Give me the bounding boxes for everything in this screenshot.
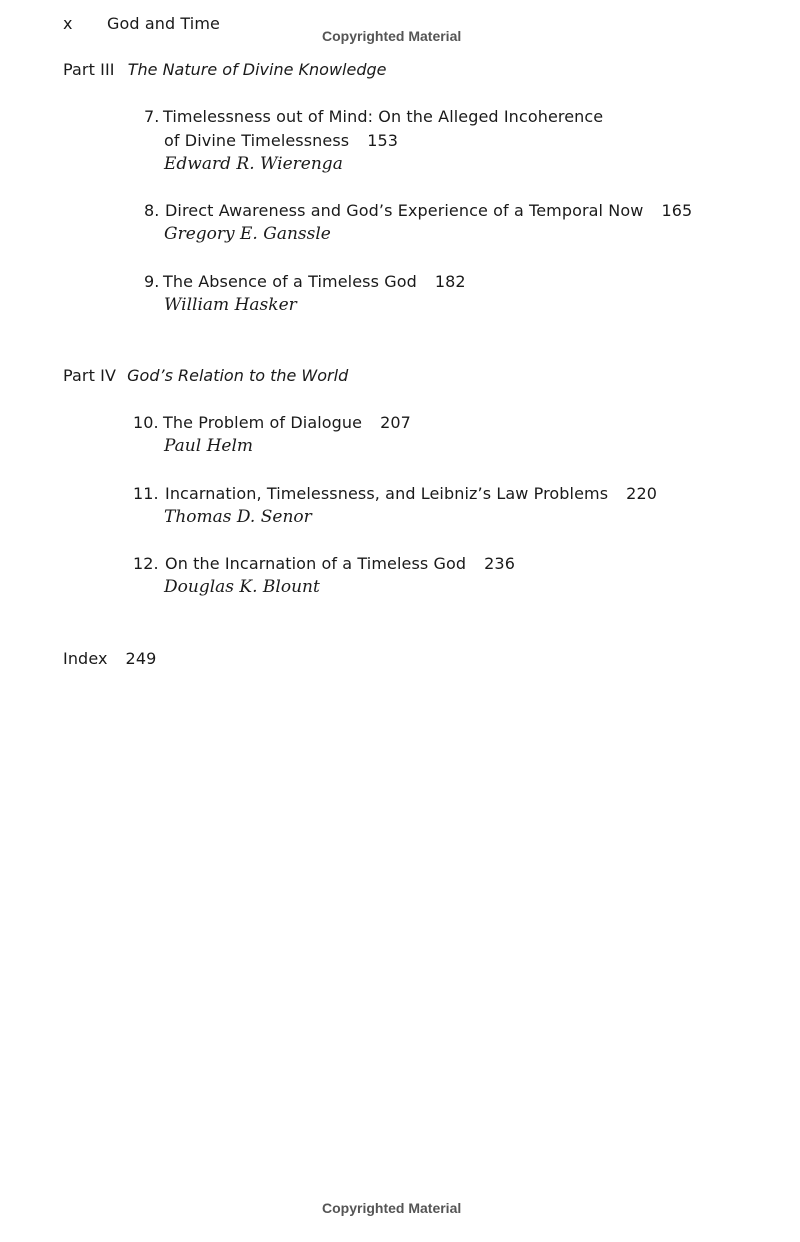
chapter-title-continued: [164, 131, 398, 150]
chapter-author: Gregory E. Ganssle: [164, 224, 331, 244]
chapter-title: Direct Awareness and God’s Experience of a Temporal Now: [165, 201, 644, 220]
part-label: Part IV: [63, 366, 117, 385]
chapter-title: The Problem of Dialogue: [163, 413, 363, 432]
chapter-author: Paul Helm: [164, 436, 254, 456]
chapter-title-row: [165, 484, 657, 503]
chapter-title: Timelessness out of Mind: On the Alleged Incoherence: [163, 107, 604, 126]
chapter-author: Douglas K. Blount: [164, 577, 320, 597]
chapter-page: 236: [484, 554, 515, 573]
chapter-author: William Hasker: [164, 295, 297, 315]
part-title: God’s Relation to the World: [127, 366, 349, 385]
chapter-author: Thomas D. Senor: [164, 507, 312, 527]
chapter-title: On the Incarnation of a Timeless God: [165, 554, 467, 573]
chapter-title-row: [165, 554, 515, 573]
chapter-page: 165: [661, 201, 693, 220]
part-heading: [63, 366, 348, 385]
index-entry: [63, 649, 156, 668]
part-title: The Nature of Divine Knowledge: [127, 60, 387, 79]
part-label: Part III: [63, 60, 115, 79]
chapter-page: 220: [626, 484, 658, 503]
page-numeral: x: [63, 14, 73, 33]
copyright-watermark-top: Copyrighted Material: [322, 28, 462, 44]
chapter-number: 9.: [144, 272, 160, 291]
running-head-title: God and Time: [107, 14, 220, 33]
chapter-number: 10.: [133, 413, 159, 432]
chapter-page: 153: [367, 131, 399, 150]
chapter-title: The Absence of a Timeless God: [163, 272, 417, 291]
copyright-watermark-bottom: Copyrighted Material: [322, 1200, 462, 1216]
chapter-number: 11.: [133, 484, 159, 503]
chapter-number: 8.: [144, 201, 160, 220]
index-label: Index: [63, 649, 108, 668]
part-heading: [63, 60, 386, 79]
index-page: 249: [125, 649, 157, 668]
chapter-page: 207: [380, 413, 411, 432]
chapter-title: Incarnation, Timelessness, and Leibniz’s Law Problems: [165, 484, 609, 503]
chapter-title-row: [163, 413, 411, 432]
chapter-number: 12.: [133, 554, 159, 573]
chapter-title-row: [165, 201, 692, 220]
chapter-number: 7.: [144, 107, 160, 126]
chapter-title-line2: of Divine Timelessness: [164, 131, 350, 150]
chapter-page: 182: [434, 272, 466, 291]
chapter-author: Edward R. Wierenga: [164, 154, 343, 174]
chapter-title-row: [163, 272, 466, 291]
